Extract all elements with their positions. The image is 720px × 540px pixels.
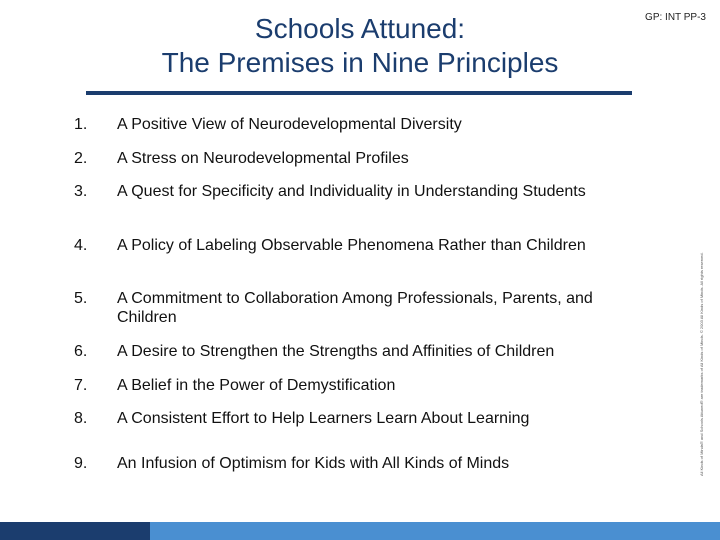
copyright-note: All Kinds of Minds® and Schools Attuned® are trademarks of All Kinds of Minds. © 2003 All Kinds of Minds. All rights reserved.	[699, 252, 704, 476]
slide-title-line-2: The Premises in Nine Principles	[161, 47, 559, 78]
principle-text: An Infusion of Optimism for Kids with All Kinds of Minds	[117, 455, 510, 472]
principle-number: 9.	[74, 455, 88, 472]
principle-number: 8.	[74, 410, 88, 427]
principle-number: 5.	[74, 290, 88, 307]
principle-number: 1.	[74, 116, 88, 133]
principle-number: 3.	[74, 183, 88, 200]
principle-text: A Positive View of Neurodevelopmental Diversity	[117, 116, 462, 133]
principle-text: A Desire to Strengthen the Strengths and Affinities of Children	[117, 343, 555, 360]
principle-text: A Commitment to Collaboration Among Professionals, Parents, and Children	[117, 290, 593, 326]
principle-text: A Quest for Specificity and Individuality in Understanding Students	[117, 183, 586, 200]
principle-text: A Consistent Effort to Help Learners Learn About Learning	[117, 410, 530, 427]
slide-identifier: GP: INT PP-3	[645, 12, 706, 23]
principle-number: 2.	[74, 150, 88, 167]
footer-bar-light-segment	[150, 522, 720, 540]
slide-title-line-1: Schools Attuned:	[254, 13, 466, 44]
slide-title	[60, 12, 660, 80]
principle-text: A Belief in the Power of Demystification	[117, 377, 396, 394]
principle-number: 6.	[74, 343, 88, 360]
footer-bar-dark-segment	[0, 522, 150, 540]
principle-text: A Policy of Labeling Observable Phenomena Rather than Children	[117, 237, 586, 254]
principle-text: A Stress on Neurodevelopmental Profiles	[117, 150, 409, 167]
principle-number: 7.	[74, 377, 88, 394]
footer-color-bar	[0, 522, 720, 540]
title-divider	[86, 91, 632, 95]
principle-number: 4.	[74, 237, 88, 254]
